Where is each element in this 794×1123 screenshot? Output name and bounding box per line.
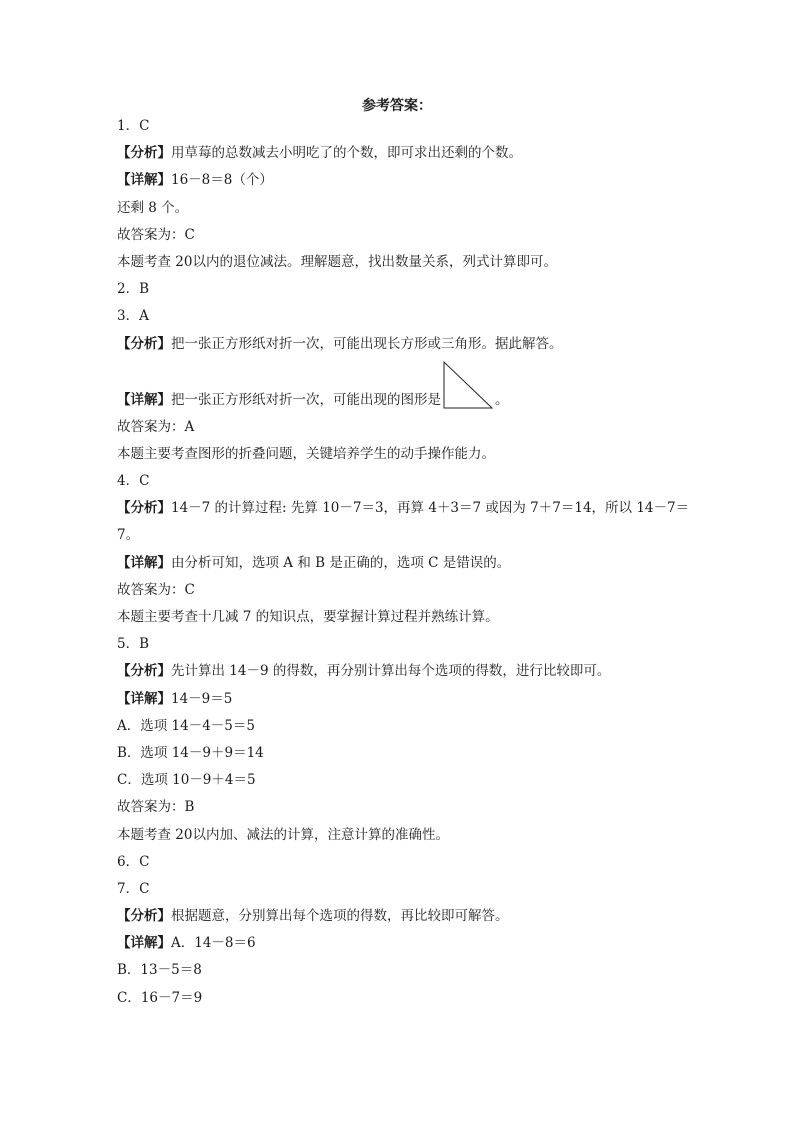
option-c: C．16－7＝9 — [117, 989, 203, 1006]
analysis-4-cont: 7。 — [117, 527, 140, 544]
answer-7: 7．C — [117, 880, 150, 897]
analysis-1 — [117, 140, 687, 167]
analysis-tag: 【分析】 — [117, 908, 171, 925]
detail-1 — [117, 167, 687, 194]
detail-tag: 【详解】 — [117, 172, 171, 189]
analysis-text: 先计算出 14－9 的得数，再分别计算出每个选项的得数，进行比较即可。 — [171, 663, 611, 680]
analysis-tag: 【分析】 — [117, 145, 171, 162]
detail-text: 16－8＝8（个） — [171, 172, 273, 189]
detail-tag: 【详解】 — [117, 935, 171, 952]
detail-text: 14－9＝5 — [171, 690, 233, 707]
analysis-text: 根据题意，分别算出每个选项的得数，再比较即可解答。 — [171, 908, 509, 925]
analysis-tag: 【分析】 — [117, 500, 171, 517]
analysis-tag: 【分析】 — [117, 335, 171, 352]
analysis-5 — [117, 658, 687, 685]
detail-tag: 【详解】 — [117, 391, 171, 408]
detail-5 — [117, 686, 687, 713]
analysis-tag: 【分析】 — [117, 663, 171, 680]
detail-text: A．14－8＝6 — [171, 935, 256, 952]
analysis-text: 14－7 的计算过程: 先算 10－7＝3，再算 4＋3＝7 或因为 7＋7＝14，所以 14－7＝ — [171, 500, 690, 517]
analysis-text: 把一张正方形纸对折一次，可能出现长方形或三角形。据此解答。 — [171, 335, 563, 352]
answer-statement: 故答案为：A — [117, 418, 195, 435]
detail-text: 把一张正方形纸对折一次，可能出现的图形是 — [171, 391, 441, 408]
summary-line: 本题考查 20以内的退位减法。理解题意，找出数量关系，列式计算即可。 — [117, 253, 557, 270]
text-line: 还剩 8 个。 — [117, 199, 189, 216]
detail-7 — [117, 930, 687, 957]
detail-tag: 【详解】 — [117, 554, 171, 571]
detail-4 — [117, 550, 687, 577]
answer-3: 3．A — [117, 308, 149, 325]
summary-line: 本题主要考查十几减 7 的知识点，要掌握计算过程并熟练计算。 — [117, 609, 499, 625]
answer-5: 5．B — [117, 636, 150, 653]
answer-2: 2．B — [117, 281, 150, 298]
answer-1: 1．C — [117, 118, 150, 134]
summary-line: 本题主要考查图形的折叠问题，关键培养学生的动手操作能力。 — [117, 445, 495, 462]
option-b: B．选项 14－9＋9＝14 — [117, 744, 264, 761]
answer-statement: 故答案为：C — [117, 581, 195, 598]
option-a: A．选项 14－4－5＝5 — [117, 717, 255, 734]
analysis-text: 用草莓的总数减去小明吃了的个数，即可求出还剩的个数。 — [171, 145, 522, 162]
option-b: B．13－5＝8 — [117, 962, 202, 979]
detail-tag: 【详解】 — [117, 690, 171, 707]
option-c: C．选项 10－9＋4＝5 — [117, 772, 256, 789]
answer-statement: 故答案为：B — [117, 799, 195, 816]
page-title: 参考答案： — [362, 98, 432, 114]
detail-3 — [117, 358, 687, 414]
summary-line: 本题考查 20以内加、减法的计算，注意计算的准确性。 — [117, 826, 449, 843]
detail-text-end: 。 — [495, 391, 509, 408]
analysis-3 — [117, 331, 687, 358]
detail-text: 由分析可知，选项 A 和 B 是正确的，选项 C 是错误的。 — [171, 554, 511, 571]
analysis-7 — [117, 903, 687, 930]
answer-6: 6．C — [117, 853, 150, 870]
answer-statement: 故答案为：C — [117, 226, 195, 243]
right-triangle-icon — [442, 360, 494, 410]
answer-4: 4．C — [117, 473, 150, 490]
answer-list — [117, 113, 690, 1012]
analysis-4 — [117, 495, 690, 522]
